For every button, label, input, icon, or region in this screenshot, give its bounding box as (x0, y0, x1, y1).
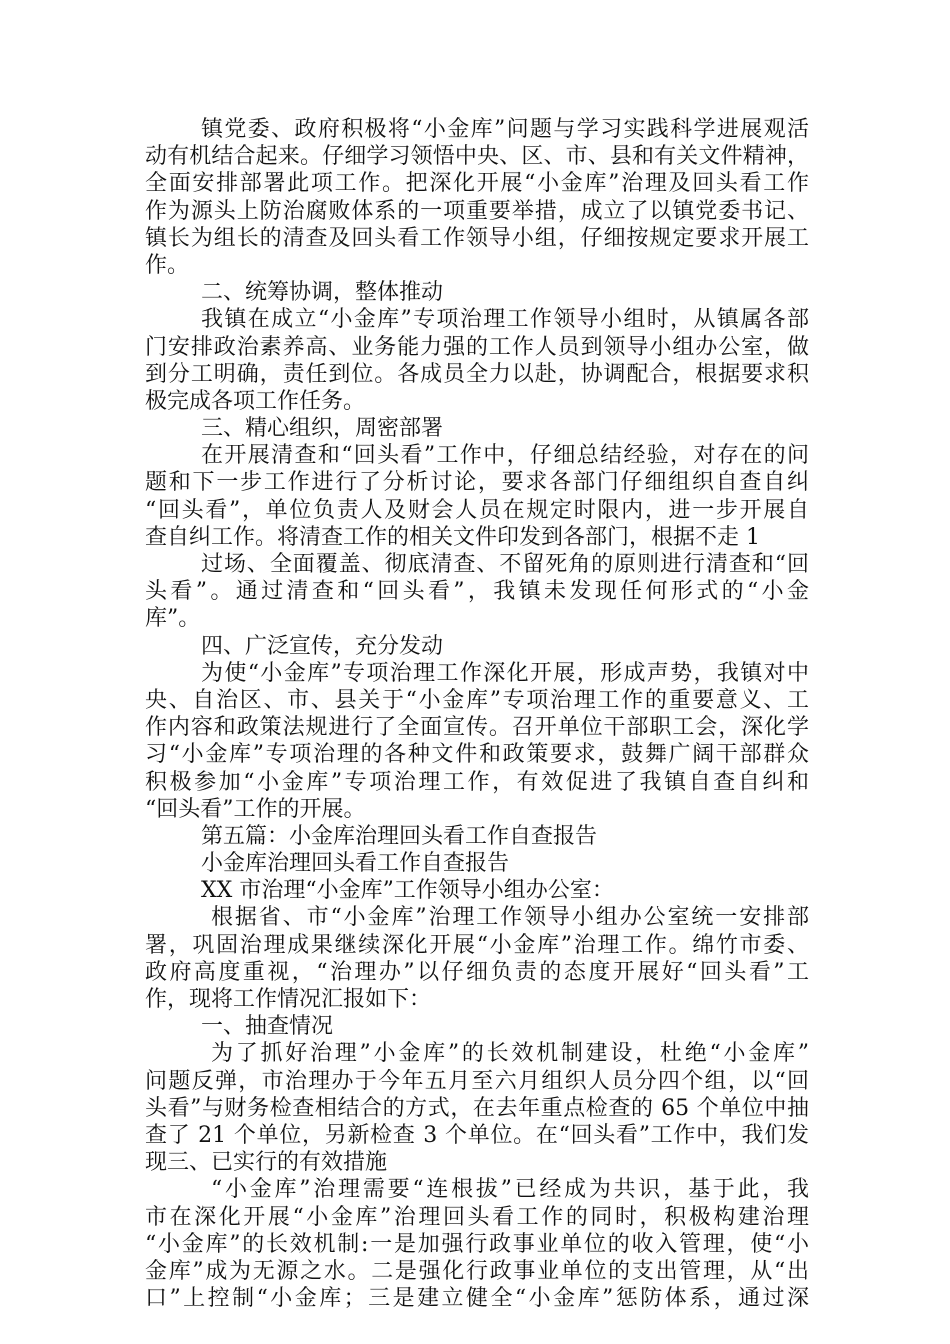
text-line: 现三、已实行的有效措施 (145, 1150, 388, 1176)
text-line: 作为源头上防治腐败体系的一项重要举措，成立了以镇党委书记、 (145, 198, 809, 224)
text-line: 三、精心组织，周密部署 (201, 416, 444, 442)
text-line: “小金库”治理需要“连根拔”已经成为共识，基于此，我 (211, 1177, 809, 1203)
text-line: 作，现将工作情况汇报如下： (145, 987, 432, 1012)
text-line: 四、广泛宣传，充分发动 (201, 633, 444, 659)
text-line: 金库”成为无源之水。二是强化行政事业单位的支出管理，从“出 (145, 1258, 809, 1284)
document-body (145, 116, 809, 1312)
text-line: 镇长为组长的清查及回头看工作领导小组，仔细按规定要求开展工 (145, 225, 809, 251)
text-line: 二、统筹协调，整体推动 (201, 280, 444, 306)
text-line: 习“小金库”专项治理的各种文件和政策要求，鼓舞广阔干部群众 (145, 742, 809, 768)
text-line: 到分工明确，责任到位。各成员全力以赴，协调配合，根据要求积 (145, 361, 809, 387)
text-line: 央、自治区、市、县关于“小金库”专项治理工作的重要意义、工 (145, 687, 809, 713)
text-line: 动有机结合起来。仔细学习领悟中央、区、市、县和有关文件精神， (145, 144, 809, 170)
text-line: 门安排政治素养高、业务能力强的工作人员到领导小组办公室，做 (145, 334, 809, 360)
text-line: 全面安排部署此项工作。把深化开展“小金库”治理及回头看工作 (145, 171, 809, 197)
text-line: 为了抓好治理”小金库”的长效机制建设，杜绝“小金库” (211, 1041, 809, 1067)
text-line: 市在深化开展“小金库”治理回头看工作的同时，积极构建治理 (145, 1204, 809, 1230)
text-line: 小金库治理回头看工作自查报告 (201, 851, 510, 877)
text-line: 政府高度重视，“治理办”以仔细负责的态度开展好“回头看”工 (145, 959, 809, 985)
text-line: 问题反弹，市治理办于今年五月至六月组织人员分四个组，以“回 (145, 1068, 809, 1094)
text-line: 极完成各项工作任务。 (145, 388, 366, 414)
text-line: 库”。 (145, 606, 201, 632)
text-line: “回头看”，单位负责人及财会人员在规定时限内，进一步开展自 (145, 497, 809, 523)
text-line: 署，巩固治理成果继续深化开展“小金库”治理工作。绵竹市委、 (145, 932, 809, 958)
text-line: 在开展清查和“回头看”工作中，仔细总结经验，对存在的问 (201, 443, 809, 469)
text-line: 第五篇：小金库治理回头看工作自查报告 (201, 823, 598, 849)
text-line: 头看”与财务检查相结合的方式，在去年重点检查的 65 个单位中抽 (145, 1095, 809, 1121)
text-line: 口”上控制“小金库；三是建立健全“小金库”惩防体系，通过深 (145, 1286, 809, 1312)
text-line: 题和下一步工作进行了分析讨论，要求各部门仔细组织自查自纠 (145, 470, 809, 496)
text-line: 查自纠工作。将清查工作的相关文件印发到各部门，根据不走 1 (145, 524, 760, 550)
text-line: 作。 (145, 252, 190, 278)
text-line: 过场、全面覆盖、彻底清查、不留死角的原则进行清查和“回 (201, 552, 809, 577)
text-line: XX 市治理“小金库”工作领导小组办公室： (201, 878, 614, 904)
text-line: 为使“小金库”专项治理工作深化开展，形成声势，我镇对中 (201, 660, 809, 686)
text-line: 根据省、市“小金库”治理工作领导小组办公室统一安排部 (211, 905, 809, 931)
text-line: 我镇在成立“小金库”专项治理工作领导小组时，从镇属各部 (201, 307, 809, 333)
text-line: 积极参加“小金库”专项治理工作，有效促进了我镇自查自纠和 (145, 769, 809, 795)
text-line: 作内容和政策法规进行了全面宣传。召开单位干部职工会，深化学 (145, 715, 809, 741)
text-line: 一、抽查情况 (201, 1014, 334, 1040)
text-line: 头看”。通过清查和“回头看”，我镇未发现任何形式的“小金 (145, 579, 809, 605)
text-line: 查了 21 个单位，另新检查 3 个单位。在“回头看”工作中，我们发 (145, 1122, 809, 1148)
text-line: “小金库”的长效机制:一是加强行政事业单位的收入管理，使“小 (145, 1231, 809, 1257)
text-line: 镇党委、政府积极将“小金库”问题与学习实践科学进展观活 (201, 117, 809, 142)
text-line: “回头看”工作的开展。 (145, 796, 366, 822)
